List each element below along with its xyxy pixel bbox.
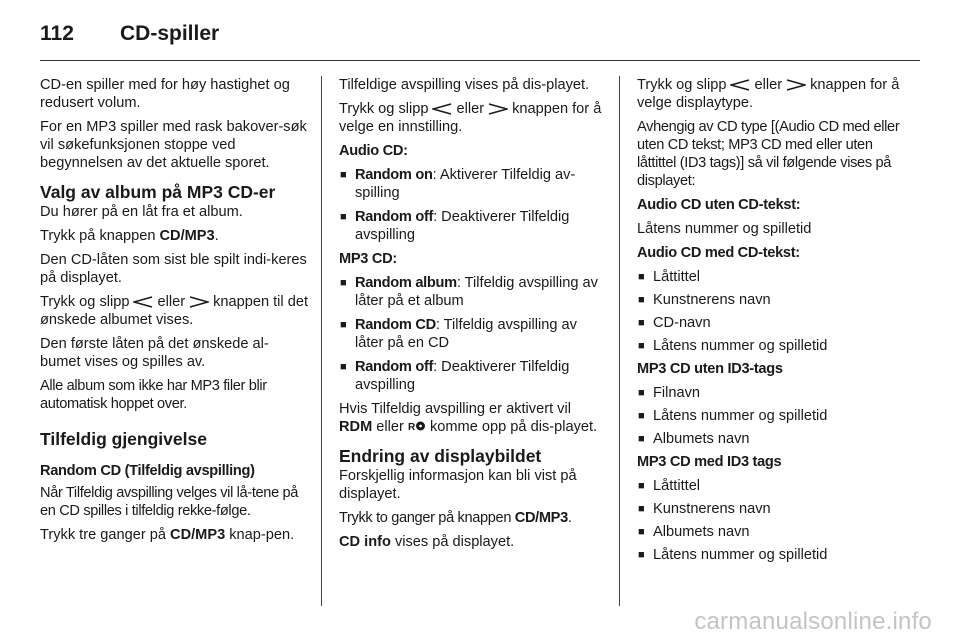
label-mp3-with-id3: MP3 CD med ID3 tags	[637, 454, 782, 470]
label-mp3-no-id3: MP3 CD uten ID3-tags	[637, 361, 783, 377]
bullet-icon: ■	[340, 211, 347, 223]
list-item: ■ CD-navn	[638, 315, 711, 331]
button-ref-cd-mp3: CD/MP3	[159, 228, 215, 244]
list-item: ■ Albumets navn	[638, 524, 750, 540]
list-item: ■ Albumets navn	[638, 431, 750, 447]
paragraph: Trykk to ganger på knappen CD/MP3.	[339, 510, 572, 526]
list-item: ■ Låtens nummer og spilletid	[638, 338, 828, 354]
paragraph: Trykk på knappen CD/MP3.	[40, 228, 219, 244]
paragraph: CD info vises på displayet.	[339, 534, 515, 550]
list-item: ■ Random album: Tilfeldig avspilling av låter på et album	[340, 275, 598, 309]
paragraph: Trykk tre ganger på CD/MP3 knap-pen.	[40, 527, 295, 543]
column-1	[40, 76, 308, 550]
label-audio-cd-with-text: Audio CD med CD-tekst:	[637, 245, 800, 261]
column-divider	[321, 76, 322, 606]
button-ref-cd-mp3: CD/MP3	[514, 510, 568, 526]
rdm-indicator: RDM	[339, 419, 373, 435]
bullet-icon: ■	[340, 319, 347, 331]
paragraph: Den første låten på det ønskede al-bumet vises og spilles av.	[40, 336, 269, 370]
paragraph: Trykk og slipp eller knappen til det ønskede albumet vises.	[40, 294, 308, 328]
triangle-right-icon	[189, 296, 209, 308]
bullet-icon: ■	[340, 277, 347, 289]
bullet-icon: ■	[638, 503, 645, 515]
list-item: ■ Random off: Deaktiverer Tilfeldig avspilling	[340, 209, 570, 243]
paragraph: For en MP3 spiller med rask bakover-søk vil søkefunksjonen stoppe ved begynnelsen av det aktuelle sporet.	[40, 119, 307, 171]
column-3	[637, 76, 905, 569]
section-heading-album: Valg av album på MP3 CD-er	[40, 182, 276, 202]
section-heading-display: Endring av displaybildet	[339, 446, 542, 466]
list-item: ■ Låtens nummer og spilletid	[638, 547, 828, 563]
page-header	[40, 18, 219, 50]
label-mp3-cd: MP3 CD:	[339, 251, 397, 267]
paragraph: Alle album som ikke har MP3 filer blir automatisk hoppet over.	[40, 378, 267, 412]
paragraph: Når Tilfeldig avspilling velges vil lå-tene på en CD spilles i tilfeldig rekke-følge.	[40, 485, 299, 519]
paragraph: CD-en spiller med for høy hastighet og redusert volum.	[40, 77, 290, 111]
paragraph: Avhengig av CD type [(Audio CD med eller uten CD tekst; MP3 CD med eller uten låttittel (ID3 tags)] så vil følgende vises på displayet:	[637, 119, 900, 189]
bullet-icon: ■	[638, 433, 645, 445]
bullet-icon: ■	[638, 294, 645, 306]
bullet-icon: ■	[340, 169, 347, 181]
triangle-left-icon	[133, 296, 153, 308]
column-2	[339, 76, 605, 557]
svg-text:R: R	[407, 422, 416, 432]
subheading-random-cd: Random CD (Tilfeldig avspilling)	[40, 463, 255, 479]
watermark: carmanualsonline.info	[694, 608, 932, 635]
triangle-left-icon	[432, 103, 452, 115]
label-audio-cd: Audio CD:	[339, 143, 408, 159]
paragraph: Hvis Tilfeldig avspilling er aktivert vil RDM eller R komme opp på dis-playet.	[339, 401, 598, 435]
paragraph: Du hører på en låt fra et album.	[40, 204, 243, 220]
button-ref-cd-mp3: CD/MP3	[170, 527, 226, 543]
triangle-left-icon	[730, 79, 750, 91]
paragraph: Tilfeldige avspilling vises på dis-playet.	[339, 77, 590, 93]
page-number: 112	[40, 22, 74, 45]
page-title: CD-spiller	[120, 22, 220, 45]
bullet-icon: ■	[340, 361, 347, 373]
bullet-icon: ■	[638, 526, 645, 538]
paragraph: Den CD-låten som sist ble spilt indi-keres på displayet.	[40, 252, 307, 286]
section-heading-random: Tilfeldig gjengivelse	[40, 429, 207, 449]
list-item: ■ Kunstnerens navn	[638, 501, 771, 517]
list-item: ■ Random CD: Tilfeldig avspilling av låter på en CD	[340, 317, 577, 351]
display-mode-cd-info: CD info	[339, 534, 391, 550]
list-item: ■ Låttittel	[638, 478, 701, 494]
bullet-icon: ■	[638, 387, 645, 399]
list-item: ■ Låtens nummer og spilletid	[638, 408, 828, 424]
list-item: ■ Random off: Deaktiverer Tilfeldig avspilling	[340, 359, 570, 393]
paragraph: Trykk og slipp eller knappen for å velge displaytype.	[637, 77, 900, 111]
paragraph: Forskjellig informasjon kan bli vist på displayet.	[339, 468, 577, 502]
list-item: ■ Låttittel	[638, 269, 701, 285]
label-audio-cd-no-text: Audio CD uten CD-tekst:	[637, 197, 801, 213]
triangle-right-icon	[488, 103, 508, 115]
bullet-icon: ■	[638, 410, 645, 422]
bullet-icon: ■	[638, 340, 645, 352]
random-mode-icon	[408, 420, 426, 432]
list-item: ■ Filnavn	[638, 385, 701, 401]
bullet-icon: ■	[638, 271, 645, 283]
bullet-icon: ■	[638, 317, 645, 329]
triangle-right-icon	[786, 79, 806, 91]
paragraph: Låtens nummer og spilletid	[637, 221, 812, 237]
column-divider	[619, 76, 620, 606]
paragraph: Trykk og slipp eller knappen for å velge en innstilling.	[339, 101, 602, 135]
bullet-icon: ■	[638, 480, 645, 492]
header-divider	[40, 60, 920, 61]
list-item: ■ Kunstnerens navn	[638, 292, 771, 308]
list-item: ■ Random on: Aktiverer Tilfeldig av-spilling	[340, 167, 576, 201]
bullet-icon: ■	[638, 549, 645, 561]
